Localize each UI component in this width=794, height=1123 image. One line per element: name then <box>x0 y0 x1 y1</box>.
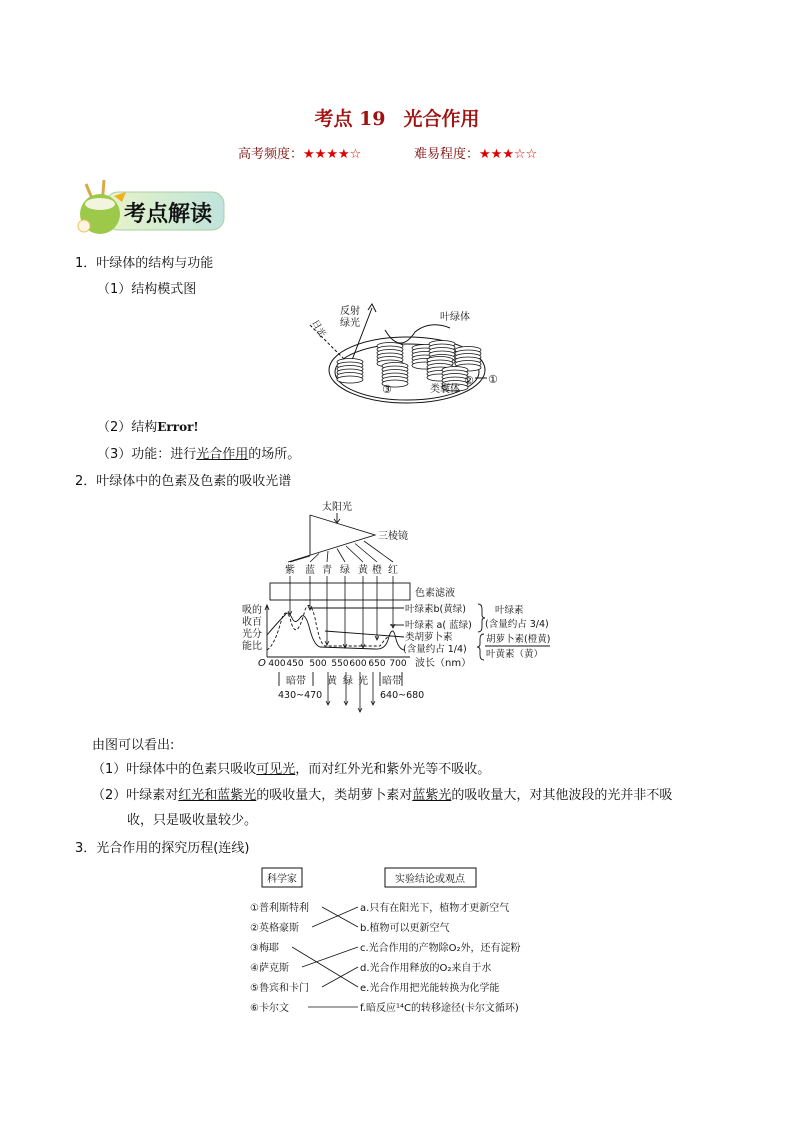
conclusion-item: b.植物可以更新空气 <box>360 923 450 934</box>
xanthophyll-label: 叶黄素（黄） <box>486 649 544 660</box>
title-number: 考点 19 <box>314 108 386 130</box>
chloroplast-diagram <box>290 300 520 410</box>
conclusion-2 <box>92 784 672 803</box>
function-text <box>97 443 300 462</box>
absorption-spectrum-diagram <box>210 500 570 720</box>
x-axis-label: 波长（nm） <box>415 658 472 669</box>
x-tick-label: 650 <box>368 659 386 669</box>
green-light-label: 绿光 <box>340 318 360 329</box>
function-underline: 光合作用 <box>196 447 249 462</box>
prism-label: 三棱镜 <box>378 531 408 542</box>
carotene-label: 胡萝卜素(橙黄) <box>486 634 551 645</box>
title-topic: 光合作用 <box>403 108 480 130</box>
difficulty-label: 难易程度： <box>414 147 480 162</box>
color-label: 紫 <box>285 565 295 576</box>
y-axis-label: 收百 <box>242 617 262 628</box>
chlorophyll-label: 叶绿素 <box>495 605 524 616</box>
conclusion-item: d.光合作用释放的O₂来自于水 <box>360 963 492 974</box>
conclusion-item: e.光合作用把光能转换为化学能 <box>360 983 500 994</box>
c1-text-a: （1）叶绿体中的色素只吸收 <box>92 762 257 777</box>
conclusion-2-cont: 收，只是吸收量较少。 <box>127 813 258 828</box>
ray-line <box>290 556 310 562</box>
section-badge-label: 考点解读 <box>124 202 213 227</box>
x-tick-label: 700 <box>389 659 407 669</box>
ray-line <box>337 549 345 563</box>
section-1-heading: 1．叶绿体的结构与功能 <box>75 256 214 271</box>
scientist-item: ①普利斯特利 <box>250 903 309 914</box>
x-tick-label: 600 <box>349 659 367 669</box>
conclusion-intro: 由图可以看出: <box>92 738 175 753</box>
origin-label: O <box>258 658 266 669</box>
chloroplast-label: 叶绿体 <box>440 312 470 323</box>
structure-prefix: （2）结构 <box>97 420 158 435</box>
y-axis-label: 吸的 <box>242 605 262 616</box>
frequency-label: 高考频度： <box>238 147 304 162</box>
page-title <box>0 104 794 131</box>
c2-text-c: 的吸收量大，对其他波段的光并非不吸 <box>451 788 673 803</box>
yg-label-1: 黄 <box>327 676 337 687</box>
chlorophyll-a-label: 叶绿素 a( 蓝绿) <box>405 620 472 631</box>
dark-band-2: 暗带 <box>382 676 402 687</box>
c2-text-a: （2）叶绿素对 <box>92 788 179 803</box>
filter-label: 色素滤液 <box>415 588 455 599</box>
scientist-header: 科学家 <box>267 874 297 885</box>
ray-line <box>355 544 377 563</box>
color-label: 黄 <box>358 565 368 576</box>
x-tick-label: 400 <box>268 659 286 669</box>
function-suffix: 的场所。 <box>248 447 301 462</box>
marker-1: ① <box>488 373 498 386</box>
difficulty-stars: ★★★☆☆ <box>479 147 538 162</box>
yg-label-3: 光 <box>358 676 368 687</box>
frequency-rating <box>238 143 361 162</box>
ray-line <box>364 541 393 562</box>
reflect-label: 反射 <box>340 306 360 317</box>
match-line <box>322 907 358 927</box>
y-axis-label: 光分 <box>242 629 262 640</box>
structure-text <box>97 416 199 435</box>
conclusion-item: f.暗反应¹⁴C的转移途径(卡尔文循环) <box>360 1003 519 1014</box>
dark-range-1: 430~470 <box>278 690 323 701</box>
chlorophyll-b-label: 叶绿素b(黄绿) <box>405 604 466 615</box>
c2-underline-2: 蓝紫光 <box>412 788 452 803</box>
match-line <box>292 947 358 987</box>
x-tick-label: 500 <box>309 659 327 669</box>
marker-3: ③ <box>382 383 392 396</box>
conclusion-header: 实验结论或观点 <box>395 874 465 885</box>
matching-diagram <box>240 860 560 1020</box>
color-label: 蓝 <box>305 565 315 576</box>
scientist-item: ⑥卡尔文 <box>250 1003 289 1014</box>
c2-text-b: 的吸收量大，类胡萝卜素对 <box>256 788 413 803</box>
section-badge <box>66 178 228 236</box>
color-label: 红 <box>388 565 398 576</box>
c1-text-b: ，而对红外光和紫外光等不吸收。 <box>295 762 491 777</box>
color-label: 青 <box>322 565 332 576</box>
section-3-heading: 3．光合作用的探究历程(连线) <box>75 841 250 856</box>
sunlight-label: 太阳光 <box>322 502 352 513</box>
x-tick-label: 550 <box>331 659 349 669</box>
coconut-icon <box>66 178 228 236</box>
color-label: 绿 <box>340 565 350 576</box>
frequency-stars: ★★★★☆ <box>303 147 362 162</box>
chlorophyll-share: (含量约占 3/4) <box>485 619 549 630</box>
c2-underline-1: 红光和蓝紫光 <box>178 788 257 803</box>
match-line <box>302 947 358 967</box>
conclusion-item: c.光合作用的产物除O₂外，还有淀粉 <box>360 943 521 954</box>
thylakoid-disc <box>337 376 363 383</box>
scientist-item: ④萨克斯 <box>250 963 289 974</box>
difficulty-rating <box>414 143 537 162</box>
carotenoid-label: 类胡萝卜素 <box>405 632 453 643</box>
scientist-item: ③梅耶 <box>250 943 279 954</box>
conclusion-1 <box>92 758 490 777</box>
dark-range-2: 640~680 <box>380 690 425 701</box>
ray-line <box>327 551 328 562</box>
conclusion-item: a.只有在阳光下，植物才更新空气 <box>360 903 510 914</box>
section-2-heading: 2．叶绿体中的色素及色素的吸收光谱 <box>75 474 292 489</box>
c1-underline: 可见光 <box>256 762 296 777</box>
match-line <box>312 907 358 927</box>
carotenoid-share: (含量约占 1/4) <box>403 644 467 655</box>
structure-diagram-label: （1）结构模式图 <box>97 282 197 297</box>
function-prefix: （3）功能：进行 <box>97 447 197 462</box>
error-text: Error! <box>157 420 199 434</box>
scientist-item: ②英格豪斯 <box>250 923 299 934</box>
color-label: 橙 <box>372 565 382 576</box>
dark-band-1: 暗带 <box>286 676 306 687</box>
sunlight-label: 日光 <box>309 318 328 340</box>
y-axis-label: 能比 <box>242 641 262 652</box>
marker-2: ② <box>464 374 474 387</box>
yg-label-2: 绿 <box>343 676 353 687</box>
x-tick-label: 450 <box>286 659 304 669</box>
scientist-item: ⑤鲁宾和卡门 <box>250 983 309 994</box>
thylakoid-label: 类囊体 <box>430 384 460 395</box>
